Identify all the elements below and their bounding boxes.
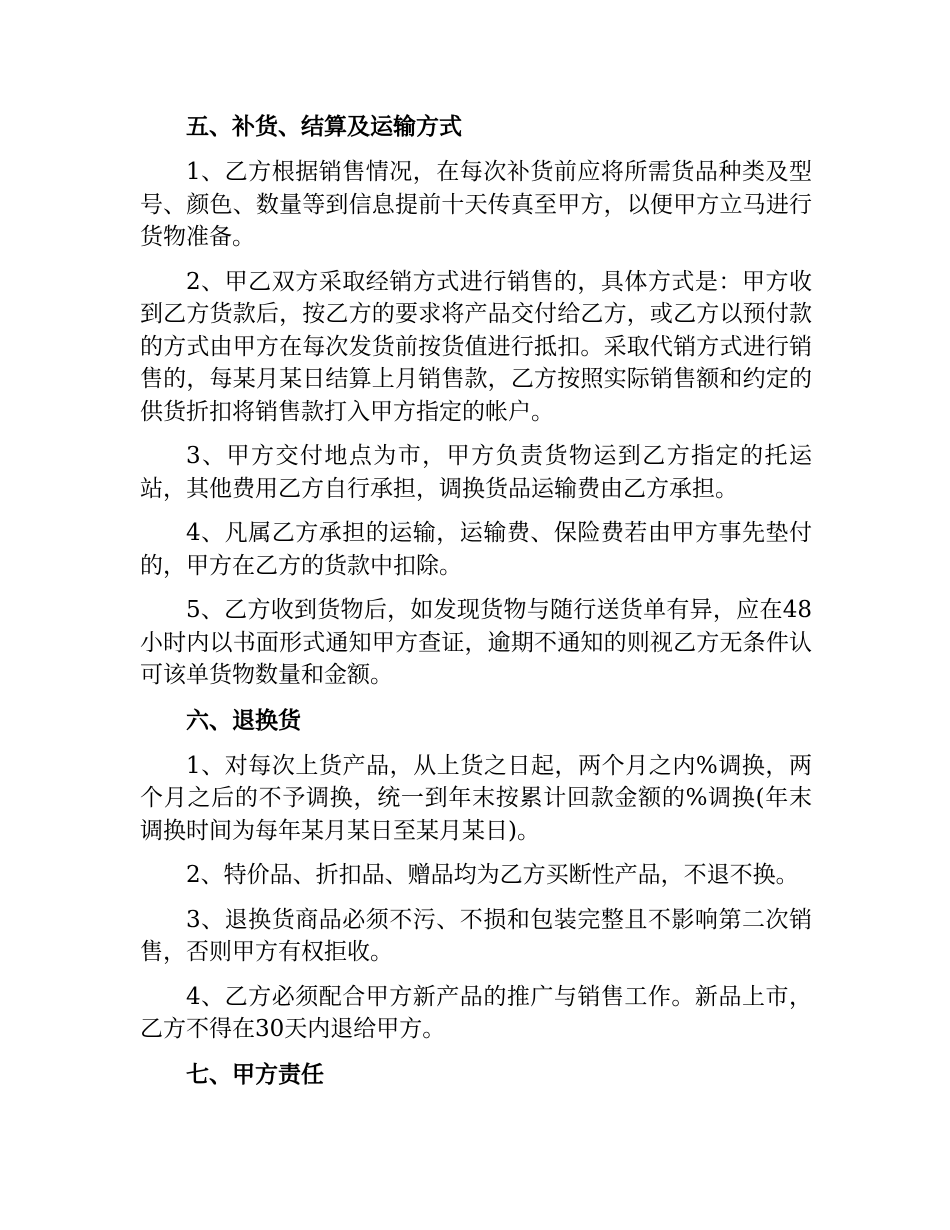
- section-heading-5: 五、补货、结算及运输方式: [186, 113, 462, 140]
- section-6-paragraph-3: 3、退换货商品必须不污、不损和包装完整且不影响第二次销售，否则甲方有权拒收。: [140, 906, 812, 965]
- section-6-paragraph-4: 4、乙方必须配合甲方新产品的推广与销售工作。新品上市，乙方不得在30天内退给甲方。: [140, 983, 812, 1042]
- section-5-paragraph-1: 1、乙方根据销售情况，在每次补货前应将所需货品种类及型号、颜色、数量等到信息提前十天传真至甲方，以便甲方立马进行货物准备。: [140, 159, 812, 250]
- section-6-paragraph-1: 1、对每次上货产品，从上货之日起，两个月之内%调换，两个月之后的不予调换，统一到年末按累计回款金额的%调换(年末调换时间为每年某月某日至某月某日)。: [140, 752, 812, 844]
- section-5-paragraph-3: 3、甲方交付地点为市，甲方负责货物运到乙方指定的托运站，其他费用乙方自行承担，调换货品运输费由乙方承担。: [140, 443, 812, 502]
- section-5-paragraph-5: 5、乙方收到货物后，如发现货物与随行送货单有异，应在48小时内以书面形式通知甲方查证，逾期不通知的则视乙方无条件认可该单货物数量和金额。: [140, 597, 812, 688]
- section-5-paragraph-2: 2、甲乙双方采取经销方式进行销售的，具体方式是：甲方收到乙方货款后，按乙方的要求将产品交付给乙方，或乙方以预付款的方式由甲方在每次发货前按货值进行抵扣。采取代销方式进行销售的，每某月某日结算上月销售款，乙方按照实际销售额和约定的供货折扣将销售款打入甲方指定的帐户。: [140, 268, 812, 425]
- document-body: [140, 110, 812, 1104]
- section-heading-7: 七、甲方责任: [186, 1060, 324, 1088]
- section-6-paragraph-2: 2、特价品、折扣品、赠品均为乙方买断性产品，不退不换。: [186, 862, 799, 888]
- section-5-paragraph-4: 4、凡属乙方承担的运输，运输费、保险费若由甲方事先垫付的，甲方在乙方的货款中扣除。: [140, 520, 812, 579]
- section-heading-6: 六、退换货: [186, 706, 301, 734]
